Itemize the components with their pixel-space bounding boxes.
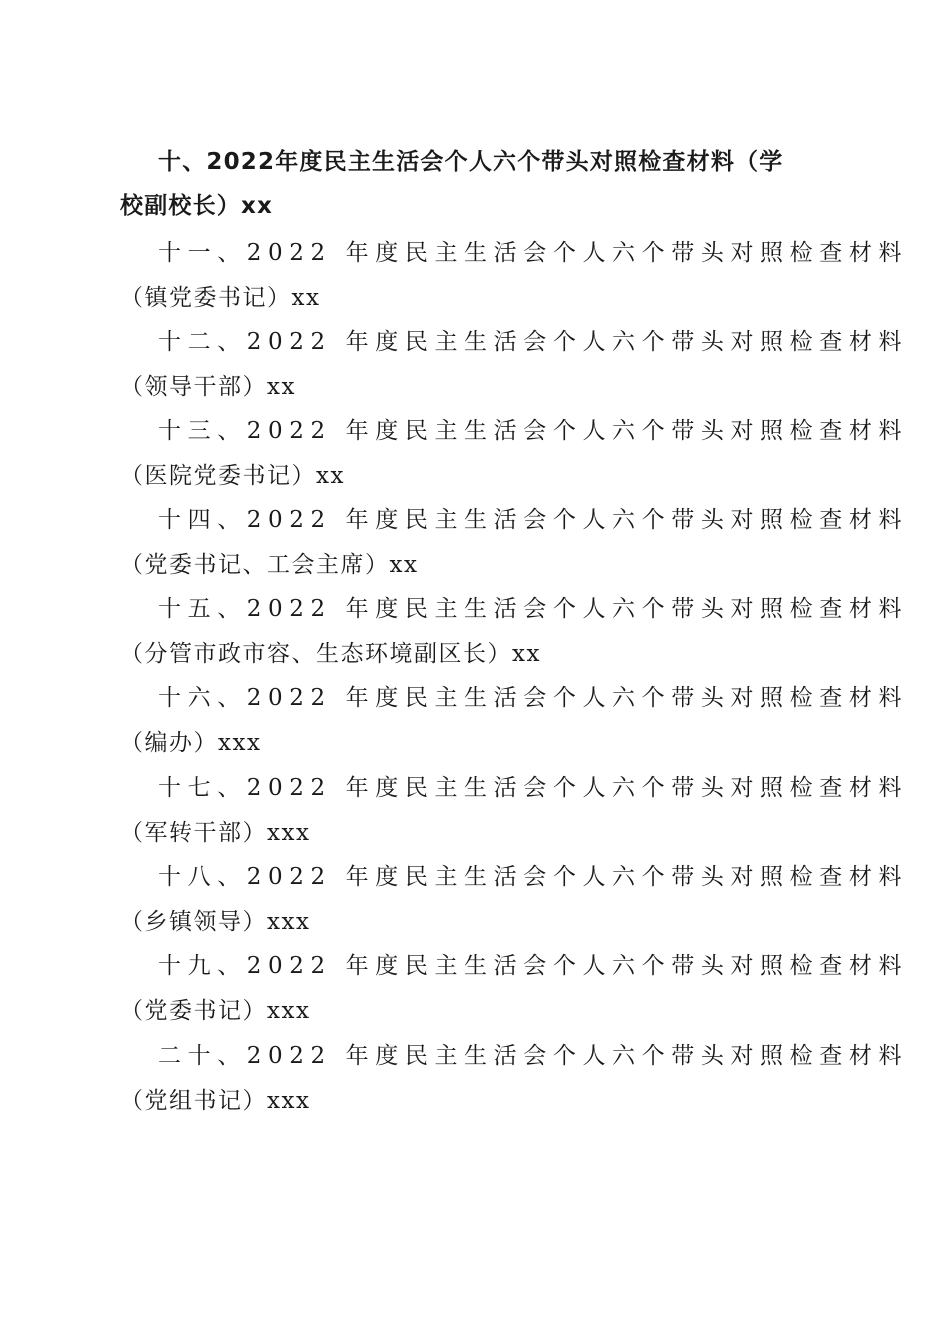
entry-title-line: 十一、2022 年度民主生活会个人六个带头对照检查材料 <box>158 240 909 266</box>
entry-title-line: 十五、2022 年度民主生活会个人六个带头对照检查材料 <box>158 596 909 622</box>
list-item <box>120 409 909 499</box>
entry-title-line: 十、2022年度民主生活会个人六个带头对照检查材料（学 <box>158 149 784 175</box>
entry-subject-line: （乡镇领导）xxx <box>120 909 311 935</box>
list-item <box>120 498 909 588</box>
entry-title-line: 十九、2022 年度民主生活会个人六个带头对照检查材料 <box>158 953 909 979</box>
entry-title-line: 十七、2022 年度民主生活会个人六个带头对照检查材料 <box>158 775 909 801</box>
list-item <box>120 766 909 856</box>
entry-title-line: 十三、2022 年度民主生活会个人六个带头对照检查材料 <box>158 418 909 444</box>
list-item <box>120 944 909 1034</box>
entry-subject-line: （党组书记）xxx <box>120 1088 311 1114</box>
entry-subject-line: （军转干部）xxx <box>120 820 311 846</box>
entry-title-line: 十八、2022 年度民主生活会个人六个带头对照检查材料 <box>158 864 909 890</box>
entry-subject-line: （领导干部）xx <box>120 374 296 400</box>
list-item <box>120 855 909 945</box>
entry-title-line: 十六、2022 年度民主生活会个人六个带头对照检查材料 <box>158 685 909 711</box>
list-item <box>120 320 909 410</box>
entry-subject-line: （编办）xxx <box>120 730 262 756</box>
list-item <box>120 1034 909 1124</box>
entry-subject-line: 校副校长）xx <box>120 193 274 219</box>
entry-subject-line: （分管市政市容、生态环境副区长）xx <box>120 641 541 667</box>
list-item <box>120 231 909 321</box>
entry-subject-line: （党委书记）xxx <box>120 998 311 1024</box>
entry-subject-line: （党委书记、工会主席）xx <box>120 552 419 578</box>
entry-title-line: 十二、2022 年度民主生活会个人六个带头对照检查材料 <box>158 329 909 355</box>
entry-subject-line: （医院党委书记）xx <box>120 463 345 489</box>
list-item <box>120 140 830 228</box>
list-item <box>120 676 909 766</box>
entry-title-line: 二十、2022 年度民主生活会个人六个带头对照检查材料 <box>158 1043 909 1069</box>
entry-subject-line: （镇党委书记）xx <box>120 285 321 311</box>
entry-title-line: 十四、2022 年度民主生活会个人六个带头对照检查材料 <box>158 507 909 533</box>
list-item <box>120 587 909 677</box>
